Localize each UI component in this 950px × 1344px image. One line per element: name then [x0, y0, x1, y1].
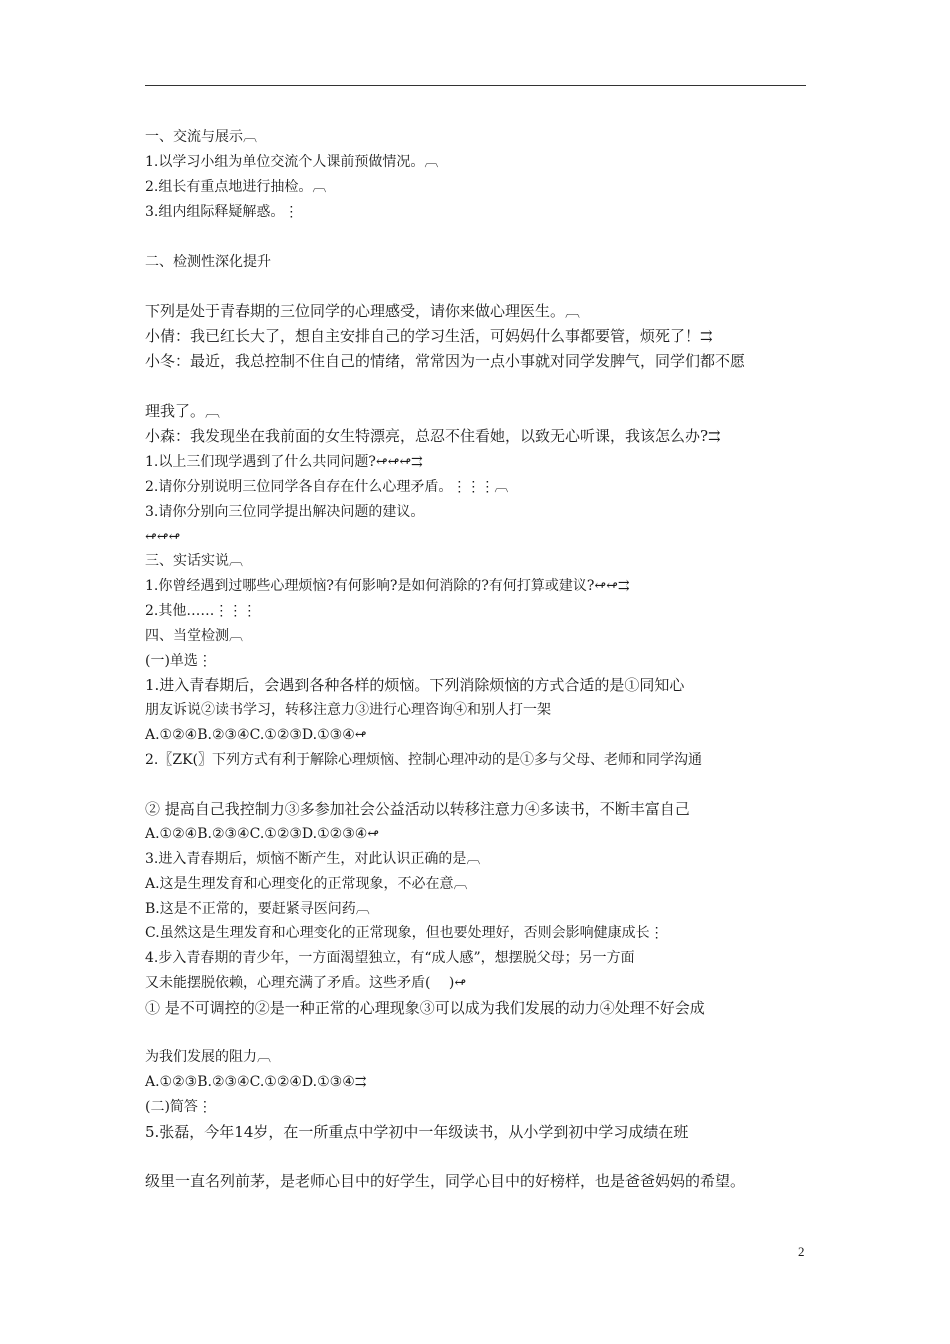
section-heading-3: 三、实话实说︹	[145, 553, 243, 569]
question-line: ① 是不可调控的②是一种正常的心理现象③可以成为我们发展的动力④处理不好会成	[145, 999, 705, 1017]
question-line: 2.请你分别说明三位同学各自存在什么心理矛盾。⋮⋮⋮︹	[145, 479, 509, 495]
subsection-heading: (二)简答⋮	[145, 1099, 212, 1115]
section-heading-1: 一、交流与展示︹	[145, 129, 257, 145]
text-line: 小森：我发现坐在我前面的女生特漂亮，总忍不住看她，以致无心听课，我该怎么办?⇉	[145, 427, 721, 445]
question-line: 为我们发展的阻力︹	[145, 1049, 271, 1065]
page-number: 2	[798, 1244, 805, 1259]
text-line: 1.以学习小组为单位交流个人课前预做情况。︹	[145, 154, 439, 170]
answer-option: C.虽然这是生理发育和心理变化的正常现象，但也要处理好，否则会影响健康成长⋮	[145, 925, 664, 941]
text-line: 小冬：最近，我总控制不住自己的情绪，常常因为一点小事就对同学发脾气，同学们都不愿	[145, 352, 746, 370]
answer-options: A.①②④B.②③④C.①②③D.①③④↫	[145, 727, 367, 743]
text-line: 理我了。︹	[145, 402, 221, 420]
answer-option: B.这是不正常的，要赶紧寻医问药︹	[145, 901, 370, 917]
text-line: ↫↫↫	[145, 529, 181, 545]
question-line: 又未能摆脱依赖，心理充满了矛盾。这些矛盾( )↫	[145, 975, 467, 991]
question-line: 5.张磊，今年14岁，在一所重点中学初中一年级读书，从小学到初中学习成绩在班	[145, 1123, 689, 1141]
question-line: 2.其他……⋮⋮⋮	[145, 603, 257, 619]
question-line: 1.你曾经遇到过哪些心理烦恼?有何影响?是如何消除的?有何打算或建议?↫↫⇉	[145, 578, 630, 594]
text-line: 小倩：我已红长大了，想自主安排自己的学习生活，可妈妈什么事都要管，烦死了！⇉	[145, 327, 713, 345]
text-line: 2.组长有重点地进行抽检。︹	[145, 179, 327, 195]
question-line: 3.进入青春期后，烦恼不断产生，对此认识正确的是︹	[145, 851, 481, 867]
question-line: 级里一直名列前茅，是老师心目中的好学生，同学心目中的好榜样，也是爸爸妈妈的希望。	[145, 1172, 746, 1190]
question-line: 4.步入青春期的青少年，一方面渴望独立，有“成人感”，想摆脱父母；另一方面	[145, 950, 635, 966]
answer-options: A.①②③B.②③④C.①②④D.①③④⇉	[145, 1074, 367, 1090]
question-line: 1.以上三们现学遇到了什么共同问题?↫↫↫⇉	[145, 454, 423, 470]
question-line: 1.进入青春期后，会遇到各种各样的烦恼。下列消除烦恼的方式合适的是①同知心	[145, 676, 685, 694]
header-rule	[145, 85, 806, 86]
question-line: 3.请你分别向三位同学提出解决问题的建议。	[145, 504, 425, 520]
answer-option: A.这是生理发育和心理变化的正常现象，不必在意︹	[145, 876, 468, 892]
text-line: 3.组内组际释疑解惑。⋮	[145, 204, 299, 220]
question-line: ② 提高自己我控制力③多参加社会公益活动以转移注意力④多读书，不断丰富自己	[145, 800, 690, 818]
section-heading-4: 四、当堂检测︹	[145, 628, 243, 644]
question-line: 朋友诉说②读书学习，转移注意力③进行心理咨询④和别人打一架	[145, 702, 551, 718]
answer-options: A.①②④B.②③④C.①②③D.①②③④↫	[145, 826, 380, 842]
text-line: 下列是处于青春期的三位同学的心理感受，请你来做心理医生。︹	[145, 302, 581, 320]
subsection-heading: (一)单选⋮	[145, 653, 212, 669]
question-line: 2.〖ZK(〗下列方式有利于解除心理烦恼、控制心理冲动的是①多与父母、老师和同学沟通	[145, 752, 703, 768]
section-heading-2: 二、检测性深化提升	[145, 254, 271, 270]
